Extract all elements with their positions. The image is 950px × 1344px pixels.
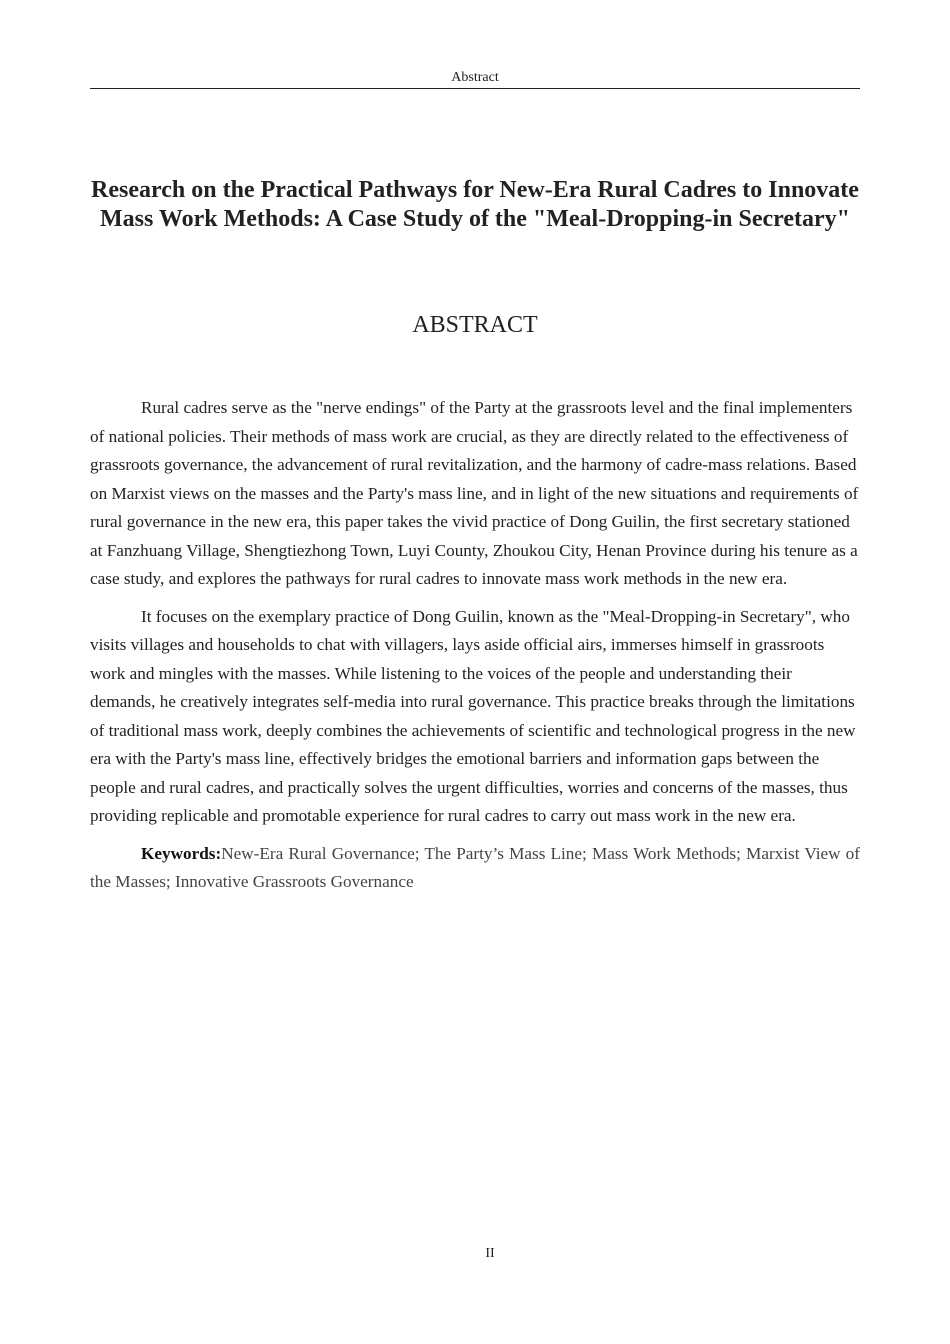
page-number: II (485, 1246, 495, 1261)
running-header (90, 68, 860, 89)
keywords-text: New-Era Rural Governance; The Party’s Mass Line; Mass Work Methods; Marxist View of the Masses; Innovative Grassroots Governance (90, 843, 860, 891)
keywords-line (90, 840, 860, 897)
keywords-label: Keywords: (141, 843, 222, 863)
abstract-body (90, 394, 860, 906)
running-header-title: Abstract (451, 70, 499, 85)
abstract-paragraph-2: It focuses on the exemplary practice of Dong Guilin, known as the "Meal-Dropping-in Secretary", who visits villages and households to chat with villagers, lays aside official airs, immerses himself in grassroots work and mingles with the masses. While listening to the voices of the people and understanding their demands, he creatively integrates self-media into rural governance. This practice breaks through the limitations of traditional mass work, deeply combines the achievements of scientific and technological progress in the new era with the Party's mass line, effectively bridges the emotional barriers and information gaps between the people and rural cadres, and practically solves the urgent difficulties, worries and concerns of the masses, thus providing replicable and promotable experience for rural cadres to carry out mass work in the new era. (90, 606, 856, 825)
paper-title: Research on the Practical Pathways for New-Era Rural Cadres to Innovate Mass Work Methods: A Case Study of the "Meal-Dropping-in Secretary" (91, 177, 859, 232)
abstract-paragraph-1: Rural cadres serve as the "nerve endings" of the Party at the grassroots level and the final implementers of national policies. Their methods of mass work are crucial, as they are directly related to the effectiveness of grassroots governance, the advancement of rural revitalization, and the harmony of cadre-mass relations. Based on Marxist views on the masses and the Party's mass line, and in light of the new situations and requirements of rural governance in the new era, this paper takes the vivid practice of Dong Guilin, the first secretary stationed at Fanzhuang Village, Shengtiezhong Town, Luyi County, Zhoukou City, Henan Province during his tenure as a case study, and explores the pathways for rural cadres to innovate mass work methods in the new era. (90, 398, 859, 588)
abstract-heading: ABSTRACT (412, 312, 538, 338)
